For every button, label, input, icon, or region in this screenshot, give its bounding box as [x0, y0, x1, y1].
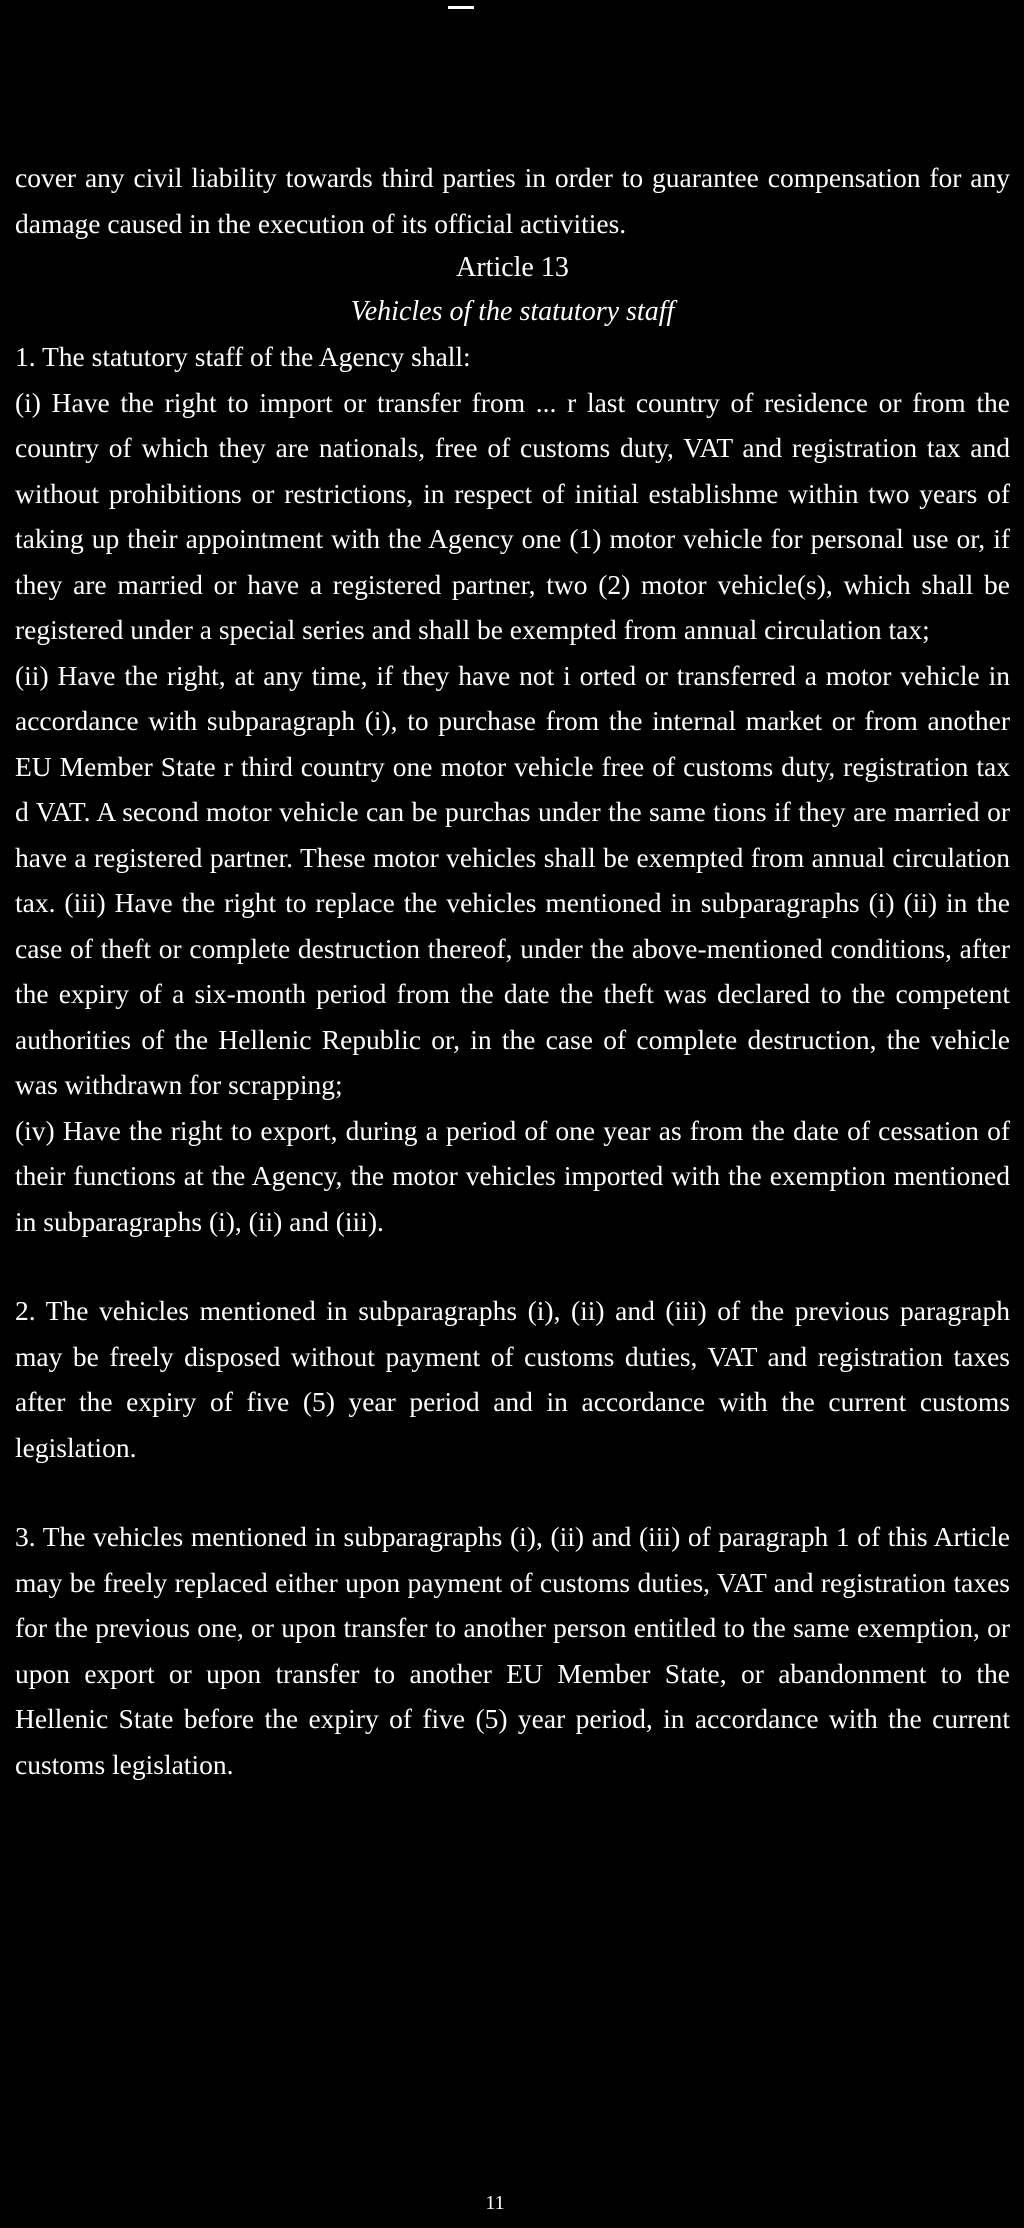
- article-title: Article 13: [456, 252, 569, 283]
- subparagraph-i: (i) Have the right to import or transfer from ... r last country of residence or from the country of which they are nationals, free of customs duty, VAT and registration tax and without prohibitions or restrictions, in respect of initial establishme within two years of taking up their appointment with the Agency one (1) motor vehicle for personal use or, if they are married or have a registered partner, two (2) motor vehicle(s), which shall be registered under a special series and shall be exempted from annual circulation tax;: [15, 386, 1010, 645]
- paragraph-3: 3. The vehicles mentioned in subparagraphs (i), (ii) and (iii) of paragraph 1 of this Article may be freely replaced either upon payment of customs duties, VAT and registration taxes for the previous one, or upon transfer to another person entitled to the same exemption, or upon export or upon transfer to another EU Member State, or abandonment to the Hellenic State before the expiry of five (5) year period, in accordance with the current customs legislation.: [15, 1521, 1010, 1780]
- subparagraph-ii-iii: (ii) Have the right, at any time, if they have not i orted or transferred a motor vehicle in accordance with subparagraph (i), to purchase from the internal market or from another EU Member State r third country one motor vehicle free of customs duty, registration tax d VAT. A second motor vehicle can be purchas under the same tions if they are married or have a registered partner. These motor vehicles shall be exempted from annual circulation tax. (iii) Have the right to replace the vehicles mentioned in subparagraphs (i) (ii) in the case of theft or complete destruction thereof, under the above-mentioned conditions, after the expiry of a six-month period from the date the theft was declared to the competent authorities of the Hellenic Republic or, in the case of complete destruction, the vehicle was withdrawn for scrapping;: [15, 659, 1010, 1100]
- document-body: [15, 155, 1010, 1787]
- top-dash-mark: [448, 6, 474, 9]
- article-subtitle: Vehicles of the statutory staff: [350, 296, 675, 327]
- subparagraph-iv: (iv) Have the right to export, during a period of one year as from the date of cessation of their functions at the Agency, the motor vehicles imported with the exemption mentioned in subparagraphs (i), (ii) and (iii).: [15, 1114, 1010, 1237]
- paragraph-2: 2. The vehicles mentioned in subparagraphs (i), (ii) and (iii) of the previous paragraph may be freely disposed without payment of customs duties, VAT and registration taxes after the expiry of five (5) year period and in accordance with the current customs legislation.: [15, 1295, 1010, 1463]
- page-number: 11: [485, 2192, 505, 2214]
- intro-paragraph: cover any civil liability towards third parties in order to guarantee compensation for any damage caused in the execution of its official activities.: [15, 162, 1010, 239]
- paragraph-1-intro: 1. The statutory staff of the Agency shall:: [15, 341, 471, 372]
